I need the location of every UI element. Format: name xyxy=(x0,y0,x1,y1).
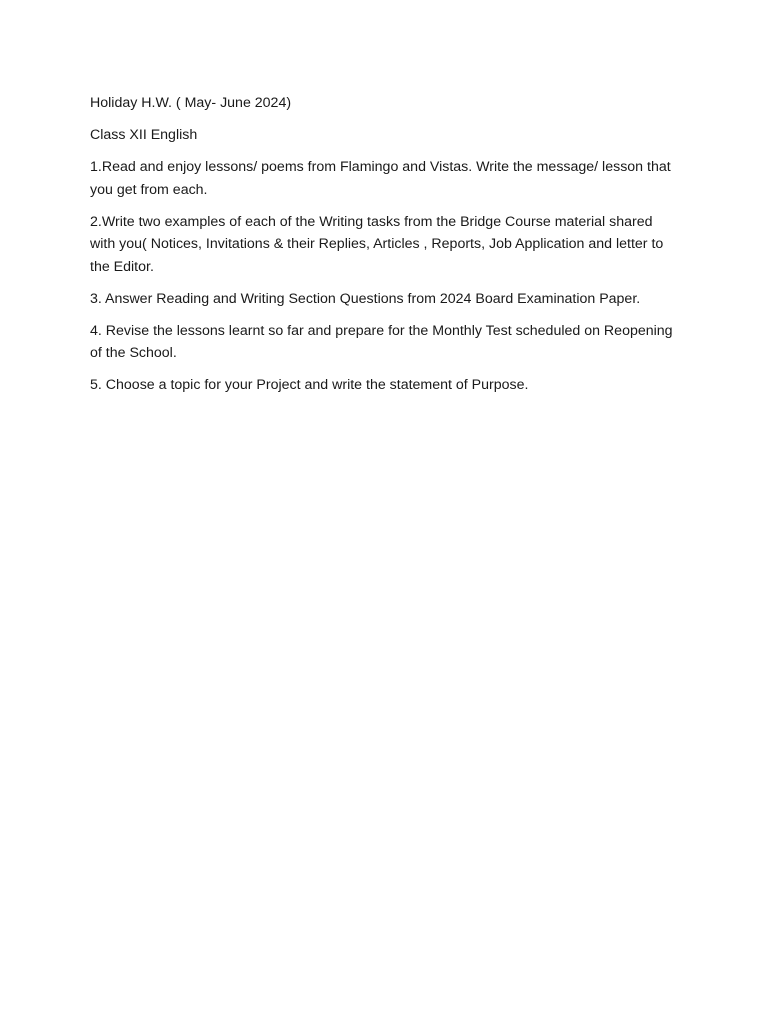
homework-item-5: 5. Choose a topic for your Project and write the statement of Purpose. xyxy=(90,377,529,393)
document-heading: Holiday H.W. ( May- June 2024) xyxy=(90,95,292,111)
homework-item-3: 3. Answer Reading and Writing Section Questions from 2024 Board Examination Paper. xyxy=(90,290,641,307)
homework-item-4: 4. Revise the lessons learnt so far and prepare for the Monthly Test scheduled on Reopening of the School. xyxy=(90,322,673,361)
document-body xyxy=(90,92,680,406)
homework-item-1: 1.Read and enjoy lessons/ poems from Flamingo and Vistas. Write the message/ lesson that you get from each. xyxy=(90,159,671,198)
document-subheading: Class XII English xyxy=(90,127,198,143)
homework-item-2: 2.Write two examples of each of the Writing tasks from the Bridge Course material shared with you( Notices, Invitations & their Replies, Articles , Reports, Job Application and letter to the Editor. xyxy=(90,213,664,275)
